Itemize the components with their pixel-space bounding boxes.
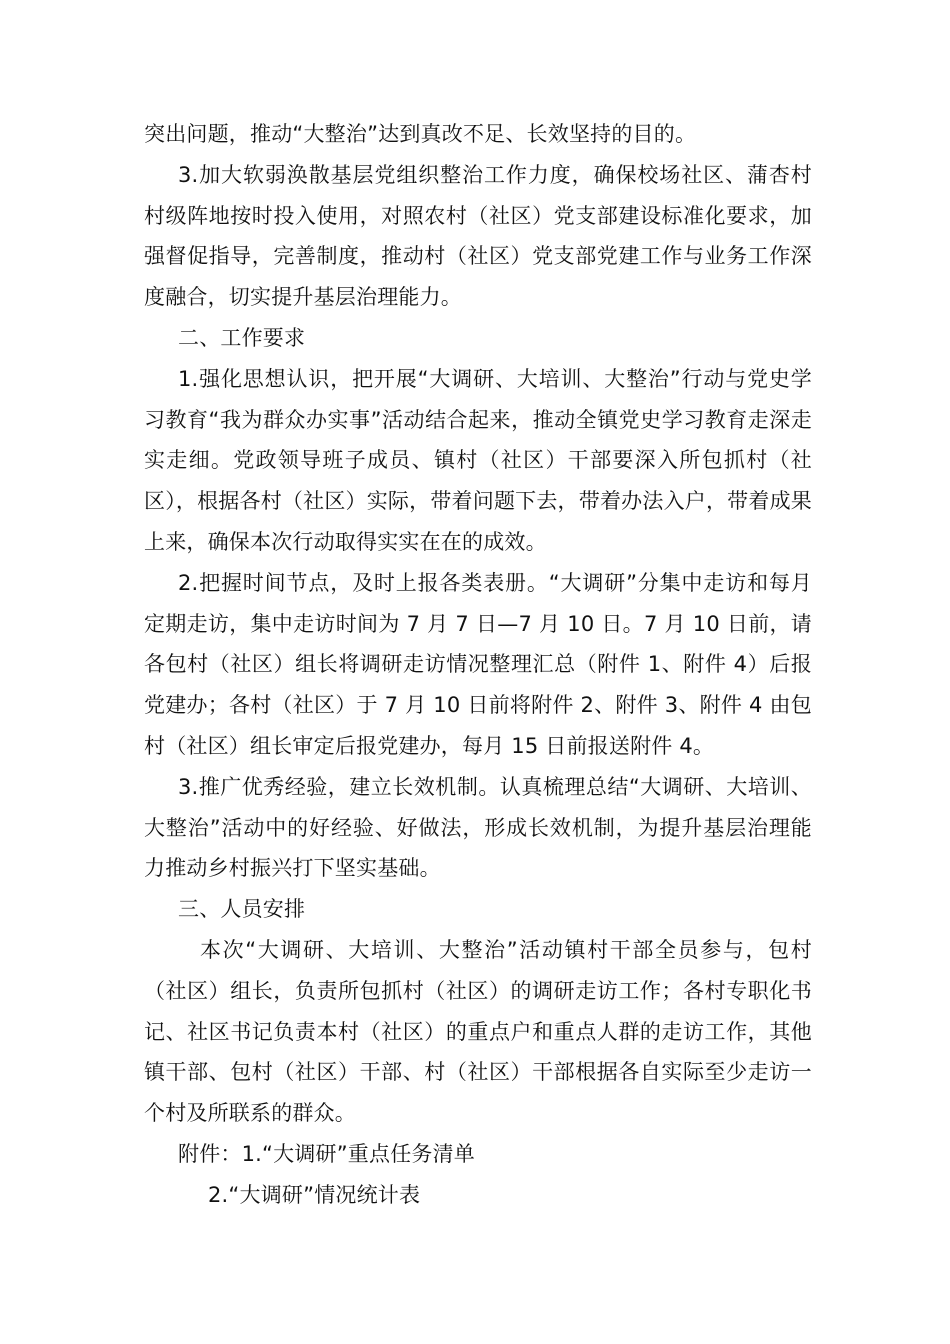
paragraph-continuation: 突出问题，推动“大整治”达到真改不足、长效坚持的目的。 <box>144 122 697 146</box>
paragraph-requirement-3: 3.推广优秀经验，建立长效机制。认真梳理总结“大调研、大培训、大整治”活动中的好经验、好做法，形成长效机制，为提升基层治理能力推动乡村振兴打下坚实基础。 <box>144 774 812 881</box>
paragraph-rectification-item-3: 3.加大软弱涣散基层党组织整治工作力度，确保校场社区、蒲杏村村级阵地按时投入使用，对照农村（社区）党支部建设标准化要求，加强督促指导，完善制度，推动村（社区）党支部党建工作与业务工作深度融合，切实提升基层治理能力。 <box>144 162 812 310</box>
document-body <box>144 114 812 1216</box>
attachment-item-2: 2.“大调研”情况统计表 <box>208 1182 421 1207</box>
attachment-item-1: 附件：1.“大调研”重点任务清单 <box>178 1141 475 1166</box>
section-heading-work-requirements: 二、工作要求 <box>178 325 306 350</box>
paragraph-staffing: 本次“大调研、大培训、大整治”活动镇村干部全员参与，包村（社区）组长，负责所包抓村（社区）的调研走访工作；各村专职化书记、社区书记负责本村（社区）的重点户和重点人群的走访工作，其他镇干部、包村（社区）干部、村（社区）干部根据各自实际至少走访一个村及所联系的群众。 <box>144 937 812 1126</box>
section-heading-staffing: 三、人员安排 <box>178 897 306 922</box>
paragraph-requirement-2: 2.把握时间节点，及时上报各类表册。“大调研”分集中走访和每月定期走访，集中走访时间为 7 月 7 日—7 月 10 日。7 月 10 日前，请各包村（社区）组长将调研走访情况整理汇总（附件 1、附件 4）后报党建办；各村（社区）于 7 月 10 日前将附件 2、附件 3、附件 4 由包村（社区）组长审定后报党建办，每月 15 日前报送附件 4。 <box>144 570 812 758</box>
paragraph-requirement-1: 1.强化思想认识，把开展“大调研、大培训、大整治”行动与党史学习教育“我为群众办实事”活动结合起来，推动全镇党史学习教育走深走实走细。党政领导班子成员、镇村（社区）干部要深入所包抓村（社区），根据各村（社区）实际，带着问题下去，带着办法入户，带着成果上来，确保本次行动取得实实在在的成效。 <box>144 366 812 554</box>
